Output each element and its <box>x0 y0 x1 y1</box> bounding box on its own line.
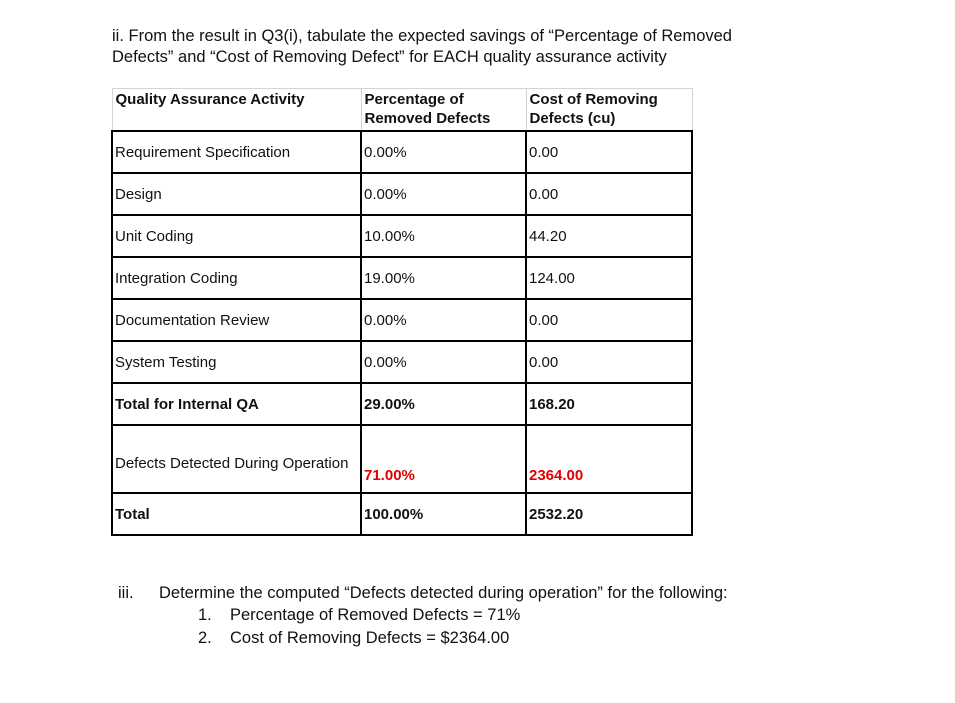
cell-cost: 0.00 <box>526 173 692 215</box>
cell-activity: Total for Internal QA <box>112 383 361 425</box>
list-item-text: Cost of Removing Defects = $2364.00 <box>230 629 510 647</box>
cell-cost: 44.20 <box>526 215 692 257</box>
table-row-grand-total <box>112 493 692 535</box>
table-row <box>112 299 692 341</box>
table-row-operation-defects <box>112 425 692 493</box>
intro-line-1: ii. From the result in Q3(i), tabulate the expected savings of “Percentage of Removed <box>112 27 732 45</box>
cell-cost: 168.20 <box>526 383 692 425</box>
question-number: iii. <box>118 584 134 602</box>
cell-percentage: 0.00% <box>361 131 526 173</box>
cell-activity: Defects Detected During Operation <box>112 425 361 493</box>
header-activity: Quality Assurance Activity <box>112 89 361 132</box>
cell-cost: 0.00 <box>526 131 692 173</box>
cell-percentage-highlighted: 71.00% <box>361 425 526 493</box>
cell-activity: System Testing <box>112 341 361 383</box>
cell-activity: Integration Coding <box>112 257 361 299</box>
question-text: Determine the computed “Defects detected during operation” for the following: <box>159 584 728 602</box>
cell-percentage: 10.00% <box>361 215 526 257</box>
answer-list <box>198 604 520 650</box>
table-row <box>112 257 692 299</box>
cell-activity: Documentation Review <box>112 299 361 341</box>
cell-cost: 0.00 <box>526 299 692 341</box>
list-item-number: 1. <box>198 606 212 624</box>
list-item <box>198 627 520 650</box>
cell-percentage: 0.00% <box>361 341 526 383</box>
table-header-row <box>112 89 692 132</box>
cell-activity: Design <box>112 173 361 215</box>
qa-savings-table <box>111 88 693 536</box>
list-item-number: 2. <box>198 629 212 647</box>
cell-activity: Requirement Specification <box>112 131 361 173</box>
intro-line-2: Defects” and “Cost of Removing Defect” for EACH quality assurance activity <box>112 48 667 66</box>
table-row <box>112 341 692 383</box>
cell-cost: 0.00 <box>526 341 692 383</box>
question-intro <box>112 26 832 68</box>
list-item <box>198 604 520 627</box>
table-row <box>112 215 692 257</box>
header-cost: Cost of Removing Defects (cu) <box>526 89 692 132</box>
cell-activity: Total <box>112 493 361 535</box>
cell-cost-highlighted: 2364.00 <box>526 425 692 493</box>
cell-cost: 124.00 <box>526 257 692 299</box>
cell-cost: 2532.20 <box>526 493 692 535</box>
table-row-internal-total <box>112 383 692 425</box>
cell-percentage: 19.00% <box>361 257 526 299</box>
table-row <box>112 173 692 215</box>
table-row <box>112 131 692 173</box>
cell-percentage: 29.00% <box>361 383 526 425</box>
cell-percentage: 0.00% <box>361 173 526 215</box>
cell-percentage: 100.00% <box>361 493 526 535</box>
cell-activity: Unit Coding <box>112 215 361 257</box>
header-percentage: Percentage of Removed Defects <box>361 89 526 132</box>
list-item-text: Percentage of Removed Defects = 71% <box>230 606 521 624</box>
cell-percentage: 0.00% <box>361 299 526 341</box>
